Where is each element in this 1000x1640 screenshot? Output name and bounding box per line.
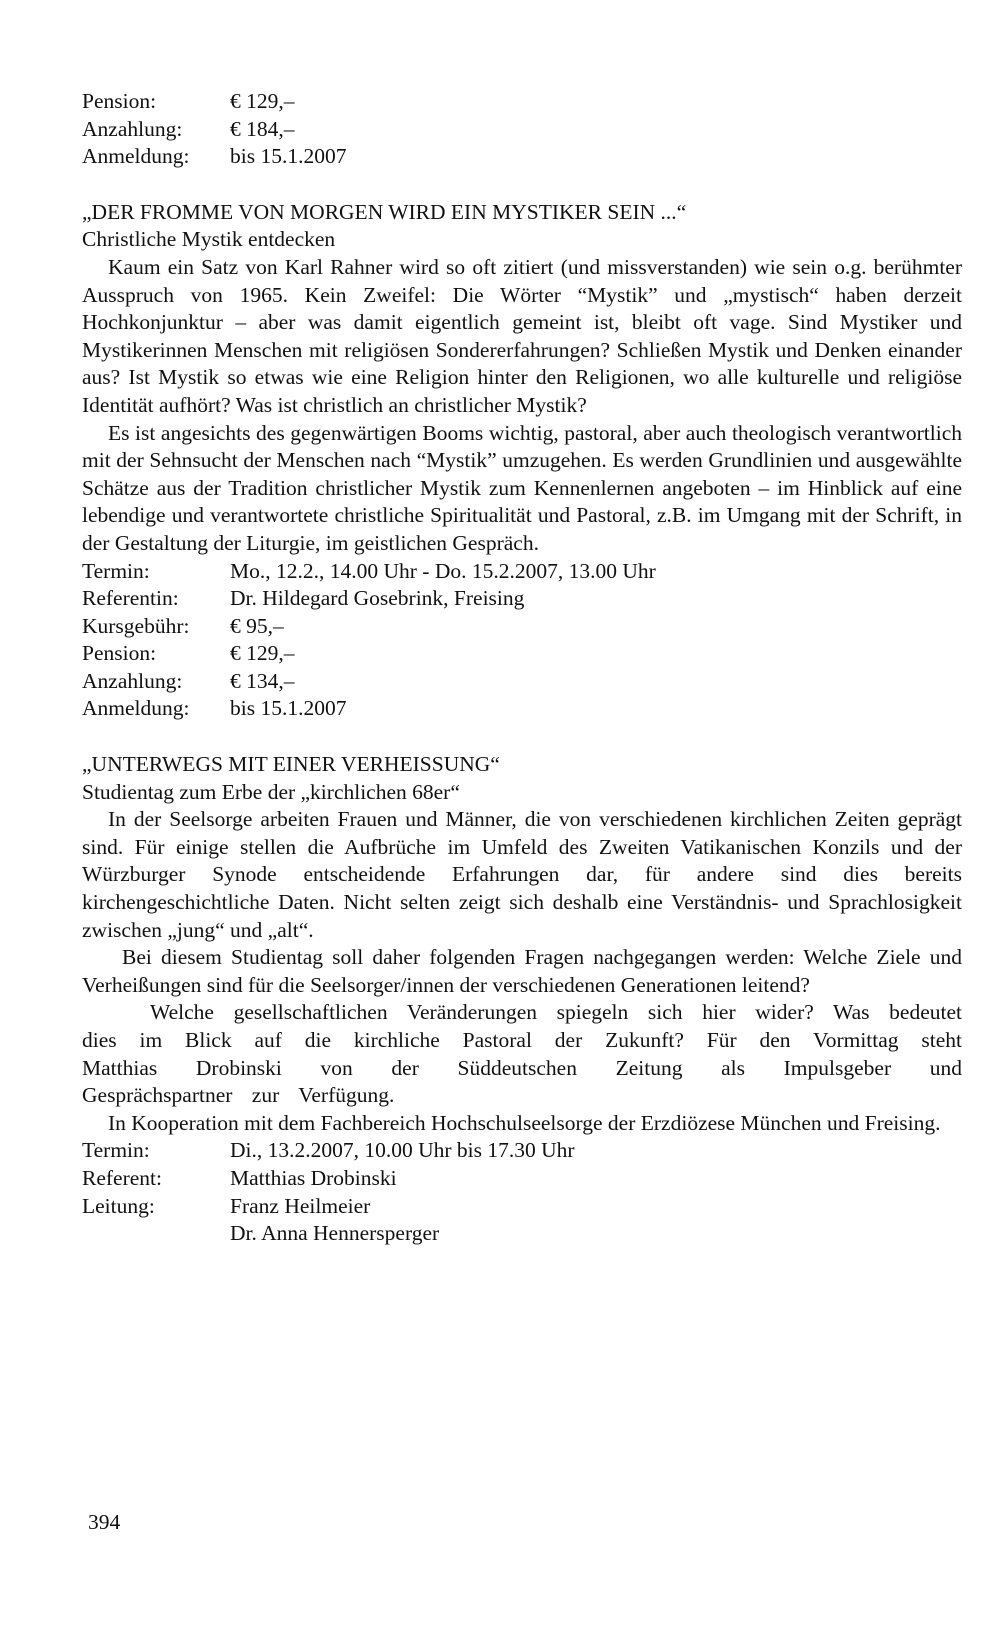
info-row: [82, 585, 962, 613]
info-value: Matthias Drobinski: [230, 1165, 397, 1190]
info-value: Dr. Anna Hennersperger: [230, 1221, 440, 1246]
paragraph: Es ist angesichts des gegenwärtigen Booms wichtig, pastoral, aber auch theologisch verantwortlich mit der Sehnsucht der Menschen nach “Mystik” umzugehen. Es werden Grundlinien und ausgewählte Schätze aus der Tradition christlicher Mystik zum Kennenlernen angeboten – im Hinblick auf eine lebendige und verantwortete christliche Spiritualität und Pastoral, z.B. im Umgang mit der Schrift, in der Gestaltung der Liturgie, im geistlichen Gespräch.: [82, 420, 962, 555]
info-value: € 129,–: [230, 89, 295, 113]
info-label: Leitung:: [82, 1193, 155, 1218]
info-value: Mo., 12.2., 14.00 Uhr - Do. 15.2.2007, 13.00 Uhr: [230, 558, 656, 583]
info-row: [82, 88, 962, 116]
page-number: 394: [88, 1510, 121, 1534]
paragraph: Kaum ein Satz von Karl Rahner wird so oft zitiert (und missverstanden) wie sein o.g. berühmter Ausspruch von 1965. Kein Zweifel: Die Wörter “Mystik” und „mystisch“ haben derzeit Hochkonjunktur – aber was damit eigentlich gemeint ist, bleibt oft vage. Sind Mystiker und Mystikerinnen Menschen mit religiösen Sondererfahrungen? Schließen Mystik und Denken einander aus? Ist Mystik so etwas wie eine Religion hinter den Religionen, wo alle kulturelle und religiöse Identität aufhört? Was ist christlich an christlicher Mystik?: [82, 254, 962, 417]
info-row: [82, 1137, 962, 1165]
info-label: Referent:: [82, 1165, 162, 1190]
info-label: Kursgebühr:: [82, 613, 190, 638]
info-row: [82, 640, 962, 668]
document-page: [82, 88, 962, 1248]
info-value: € 95,–: [230, 613, 284, 638]
paragraph: Bei diesem Studientag soll daher folgenden Fragen nachgegangen werden: Welche Ziele und Verheißungen sind für die Seelsorger/innen der verschiedenen Generationen leitend?: [82, 945, 962, 997]
info-row: [82, 1165, 962, 1193]
info-label: Anzahlung:: [82, 668, 183, 693]
info-value: € 134,–: [230, 668, 295, 693]
paragraph: In Kooperation mit dem Fachbereich Hochschulseelsorge der Erzdiözese München und Freising.: [108, 1110, 941, 1135]
info-label: Pension:: [82, 641, 157, 666]
info-label: Pension:: [82, 89, 157, 113]
info-value: Dr. Hildegard Gosebrink, Freising: [230, 586, 525, 611]
paragraph: In der Seelsorge arbeiten Frauen und Männer, die von verschiedenen kirchlichen Zeiten geprägt sind. Für einige stellen die Aufbrüche im Umfeld des Zweiten Vatikanischen Konzils und der Würzburger Synode entscheidende Erfahrungen dar, für andere sind dies bereits kirchengeschichtliche Daten. Nicht selten zeigt sich deshalb eine Verständnis- und Sprachlosigkeit zwischen „jung“ und „alt“.: [82, 807, 962, 942]
section-verheissung: [82, 751, 962, 1248]
info-value: € 184,–: [230, 116, 295, 141]
info-row: [82, 695, 962, 723]
paragraph: Welche gesellschaftlichen Veränderungen spiegeln sich hier wider? Was bedeutet dies im Blick auf die kirchliche Pastoral der Zukunft? Für den Vormittag steht Matthias Drobinski von der Süddeutschen Zeitung als Impulsgeber und Gesprächspartner zur Verfügung.: [82, 1000, 962, 1108]
info-value: Franz Heilmeier: [230, 1193, 371, 1218]
section-subtitle: Studientag zum Erbe der „kirchlichen 68er“: [82, 779, 460, 804]
info-row: [82, 116, 962, 144]
info-row: [82, 1220, 962, 1248]
info-label: Termin:: [82, 1138, 150, 1163]
info-label: Referentin:: [82, 586, 179, 611]
info-label: Anmeldung:: [82, 696, 190, 721]
info-value: bis 15.1.2007: [230, 696, 347, 721]
info-label: Anzahlung:: [82, 116, 183, 141]
info-row: [82, 558, 962, 586]
section-mystik: [82, 199, 962, 723]
info-value: Di., 13.2.2007, 10.00 Uhr bis 17.30 Uhr: [230, 1138, 575, 1163]
info-row: [82, 613, 962, 641]
info-row: [82, 1193, 962, 1221]
info-label: Termin:: [82, 558, 150, 583]
info-value: bis 15.1.2007: [230, 144, 347, 169]
section-title: „UNTERWEGS MIT EINER VERHEISSUNG“: [82, 752, 500, 777]
section-title: „DER FROMME VON MORGEN WIRD EIN MYSTIKER SEIN ...“: [82, 199, 687, 224]
info-label: Anmeldung:: [82, 144, 190, 169]
info-value: € 129,–: [230, 641, 295, 666]
info-row: [82, 143, 962, 171]
info-row: [82, 668, 962, 696]
info-label: [82, 1220, 230, 1248]
section-subtitle: Christliche Mystik entdecken: [82, 227, 336, 252]
fee-block-top: [82, 88, 962, 171]
